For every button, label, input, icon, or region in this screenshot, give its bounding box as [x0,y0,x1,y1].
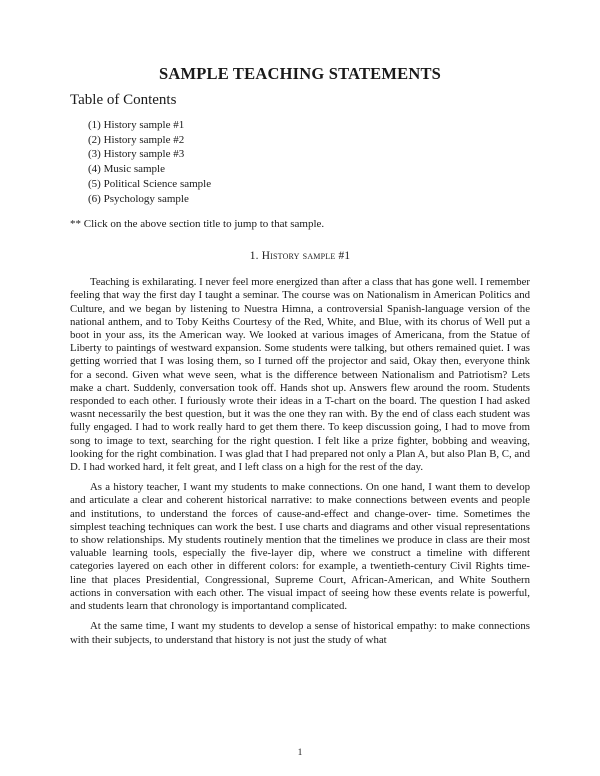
document-title: SAMPLE TEACHING STATEMENTS [158,64,442,83]
page-number: 1 [297,748,303,758]
body-paragraph: Teaching is exhilarating. I never feel more energized than after a class that has gone well. I remember feeling that way the first day I taught a seminar. The course was on Nationalism in American Politics and Culture, and we began by listening to Nuestra Himna, a controversial Spanish-language version of the national anthem, and to Toby Keiths Courtesy of the Red, White, and Blue, with its chorus of Well put a boot in your ass, its the American way. We looked at various images of Americana, from the Statue of Liberty to paintings of westward expansion. Some students were talking, but others remained quiet. I was getting worried that I was losing them, so I turned off the projector and said, Okay then, everyone think for a second. Given what weve seen, what is the difference between Nationalism and Patriotism? Lets make a chart. Suddenly, conversation took off. Hands shot up. Answers flew around the room. Students responded to each other. I furiously wrote their ideas in a T-chart on the board. The question I had asked wasnt necessarily the best question, but it was the one they ran with. By the end of class each student was fully engaged. I had to work really hard to get them there. To keep discussion going, I had to move from song to image to text, searching for the right question. I felt like a prize fighter, bobbing and weaving, looking for the right combination. I was glad that I had prepared not only a Plan A, but also Plan B, C, and D. I had worked hard, it felt great, and I left class on a high for the rest of the day. [70,276,530,474]
toc-item [88,147,530,162]
body-paragraph: At the same time, I want my students to develop a sense of historical empathy: to make connections with their subjects, to understand that history is not just the study of what [70,620,530,646]
toc-link-history-3[interactable]: (3) History sample #3 [88,148,185,161]
toc-link-psychology[interactable]: (6) Psychology sample [88,192,189,205]
toc-note: ** Click on the above section title to jump to that sample. [70,218,325,231]
toc-heading: Table of Contents [70,92,177,108]
toc-link-history-2[interactable]: (2) History sample #2 [88,133,185,146]
toc-item [88,192,530,207]
toc-item [88,133,530,148]
toc-item [88,162,530,177]
toc-link-music[interactable]: (4) Music sample [88,163,165,176]
section-title: 1. History sample #1 [249,250,351,263]
toc-link-political-science[interactable]: (5) Political Science sample [88,177,212,190]
toc-item [88,177,530,192]
body-paragraph: As a history teacher, I want my students to make connections. On one hand, I want them to develop and articulate a clear and coherent historical narrative: to make connections between events and people and institutions, to understand the forces of cause-and-effect and change-over- time. Sometimes the simplest teaching techniques can work the best. I use charts and diagrams and other visual representations to show relationships. My students routinely mention that the timelines we produce in class are their most valuable learning tools, especially the five-layer dip, where we construct a timeline with different categories layered on each other in different colors: for example, a twentieth-century Civil Rights time-line that places Presidential, Congressional, Supreme Court, African-American, and White Southern actions in conversation with each other. The visual impact of seeing how these events relate is powerful, and students learn that chronology is importantand complicated. [70,481,530,613]
toc-link-history-1[interactable]: (1) History sample #1 [88,119,185,131]
table-of-contents [88,118,530,206]
toc-item [88,118,530,133]
